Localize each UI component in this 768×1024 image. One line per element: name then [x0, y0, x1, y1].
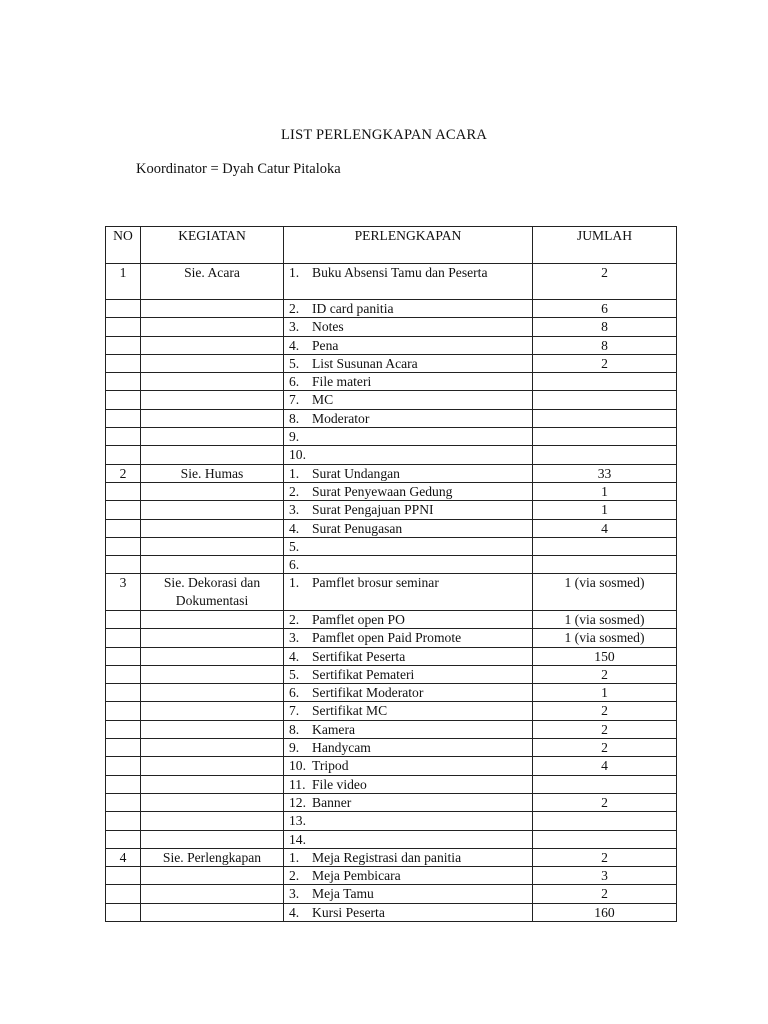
cell-no [106, 391, 141, 409]
cell-kegiatan [141, 354, 284, 372]
cell-jumlah: 2 [533, 885, 677, 903]
table-row [106, 793, 677, 811]
item-number: 4. [289, 904, 300, 920]
cell-perlengkapan [284, 482, 533, 500]
item-number: 7. [289, 703, 300, 719]
item-number: 4. [289, 520, 300, 536]
item-number: 1. [289, 849, 300, 865]
cell-kegiatan: Sie. Humas [141, 464, 284, 482]
cell-no: 3 [106, 574, 141, 611]
header-perlengkapan: PERLENGKAPAN [284, 227, 533, 264]
cell-no [106, 519, 141, 537]
cell-kegiatan: Sie. Acara [141, 263, 284, 300]
item-text: Pamflet open Paid Promote [312, 630, 462, 646]
cell-perlengkapan [284, 556, 533, 574]
cell-perlengkapan [284, 519, 533, 537]
table-row [106, 300, 677, 318]
cell-no [106, 354, 141, 372]
item-text: Surat Undangan [312, 465, 400, 481]
cell-kegiatan [141, 446, 284, 464]
cell-no [106, 300, 141, 318]
item-text: Surat Pengajuan PPNI [312, 502, 434, 518]
cell-jumlah: 2 [533, 665, 677, 683]
cell-kegiatan [141, 885, 284, 903]
item-number: 11. [289, 776, 306, 792]
cell-jumlah: 1 [533, 684, 677, 702]
cell-kegiatan [141, 757, 284, 775]
cell-no [106, 830, 141, 848]
table-row [106, 903, 677, 921]
table-row [106, 739, 677, 757]
cell-perlengkapan [284, 665, 533, 683]
cell-jumlah [533, 830, 677, 848]
cell-kegiatan [141, 610, 284, 628]
cell-no: 1 [106, 263, 141, 300]
item-text: Surat Penugasan [312, 520, 403, 536]
cell-no [106, 757, 141, 775]
item-number: 1. [289, 575, 300, 591]
table-row [106, 446, 677, 464]
table-row [106, 684, 677, 702]
cell-jumlah [533, 775, 677, 793]
cell-no [106, 373, 141, 391]
table-row [106, 720, 677, 738]
cell-jumlah: 2 [533, 263, 677, 300]
item-text: Pamflet brosur seminar [312, 575, 439, 591]
table-row [106, 775, 677, 793]
cell-perlengkapan [284, 848, 533, 866]
cell-no [106, 812, 141, 830]
cell-perlengkapan [284, 336, 533, 354]
table-row [106, 428, 677, 446]
cell-perlengkapan [284, 775, 533, 793]
cell-jumlah: 2 [533, 739, 677, 757]
cell-no [106, 629, 141, 647]
item-number: 8. [289, 721, 300, 737]
cell-perlengkapan [284, 903, 533, 921]
cell-no [106, 885, 141, 903]
cell-jumlah [533, 446, 677, 464]
table-row [106, 263, 677, 300]
item-text: Meja Registrasi dan panitia [312, 849, 462, 865]
cell-perlengkapan [284, 446, 533, 464]
cell-no: 4 [106, 848, 141, 866]
item-number: 9. [289, 740, 300, 756]
item-text: Handycam [312, 740, 371, 756]
cell-no [106, 647, 141, 665]
cell-kegiatan [141, 482, 284, 500]
cell-kegiatan [141, 501, 284, 519]
item-text: Banner [312, 794, 352, 810]
cell-perlengkapan [284, 373, 533, 391]
cell-perlengkapan [284, 647, 533, 665]
cell-no [106, 610, 141, 628]
item-text: Meja Tamu [312, 886, 374, 902]
cell-kegiatan [141, 812, 284, 830]
item-text: Sertifikat Moderator [312, 685, 424, 701]
item-number: 5. [289, 355, 300, 371]
cell-kegiatan [141, 903, 284, 921]
cell-jumlah: 150 [533, 647, 677, 665]
item-number: 10. [289, 447, 306, 463]
cell-jumlah: 1 (via sosmed) [533, 629, 677, 647]
cell-perlengkapan [284, 812, 533, 830]
item-text: List Susunan Acara [312, 355, 418, 371]
item-text: Pamflet open PO [312, 611, 405, 627]
cell-jumlah: 1 [533, 482, 677, 500]
table-row [106, 629, 677, 647]
item-number: 1. [289, 465, 300, 481]
cell-no [106, 501, 141, 519]
item-number: 7. [289, 392, 300, 408]
item-number: 3. [289, 630, 300, 646]
cell-perlengkapan [284, 830, 533, 848]
item-number: 1. [289, 264, 300, 280]
cell-jumlah: 4 [533, 757, 677, 775]
cell-perlengkapan [284, 885, 533, 903]
cell-jumlah: 6 [533, 300, 677, 318]
item-number: 3. [289, 886, 300, 902]
cell-kegiatan [141, 537, 284, 555]
cell-no [106, 903, 141, 921]
cell-kegiatan [141, 336, 284, 354]
table-row [106, 391, 677, 409]
table-row [106, 885, 677, 903]
cell-kegiatan [141, 300, 284, 318]
item-number: 5. [289, 666, 300, 682]
item-text: Kamera [312, 721, 356, 737]
table-row [106, 464, 677, 482]
item-text: Tripod [312, 758, 349, 774]
cell-kegiatan [141, 629, 284, 647]
table-row [106, 482, 677, 500]
item-number: 4. [289, 337, 300, 353]
table-row [106, 336, 677, 354]
cell-jumlah: 1 (via sosmed) [533, 610, 677, 628]
cell-perlengkapan [284, 574, 533, 611]
cell-perlengkapan [284, 702, 533, 720]
cell-perlengkapan [284, 739, 533, 757]
equipment-table [105, 226, 677, 922]
cell-jumlah: 2 [533, 848, 677, 866]
item-number: 3. [289, 502, 300, 518]
item-text: Pena [312, 337, 339, 353]
table-row [106, 373, 677, 391]
cell-perlengkapan [284, 263, 533, 300]
cell-perlengkapan [284, 300, 533, 318]
cell-kegiatan [141, 775, 284, 793]
item-number: 13. [289, 813, 306, 829]
item-number: 12. [289, 794, 306, 810]
item-text: MC [312, 392, 334, 408]
cell-perlengkapan [284, 757, 533, 775]
cell-jumlah [533, 391, 677, 409]
cell-no [106, 702, 141, 720]
cell-jumlah [533, 373, 677, 391]
table-row [106, 702, 677, 720]
cell-kegiatan: Sie. Dekorasi dan Dokumentasi [141, 574, 284, 611]
cell-jumlah [533, 409, 677, 427]
cell-kegiatan [141, 428, 284, 446]
item-number: 2. [289, 483, 300, 499]
header-kegiatan: KEGIATAN [141, 227, 284, 264]
cell-kegiatan [141, 318, 284, 336]
cell-jumlah [533, 556, 677, 574]
cell-perlengkapan [284, 610, 533, 628]
cell-no [106, 793, 141, 811]
cell-perlengkapan [284, 354, 533, 372]
cell-perlengkapan [284, 684, 533, 702]
item-text: Kursi Peserta [312, 904, 385, 920]
cell-jumlah: 3 [533, 867, 677, 885]
cell-kegiatan [141, 684, 284, 702]
table-header-row [106, 227, 677, 264]
cell-kegiatan [141, 739, 284, 757]
item-number: 3. [289, 319, 300, 335]
cell-perlengkapan [284, 391, 533, 409]
cell-perlengkapan [284, 501, 533, 519]
cell-perlengkapan [284, 867, 533, 885]
cell-jumlah: 8 [533, 318, 677, 336]
table-row [106, 556, 677, 574]
item-text: Meja Pembicara [312, 868, 401, 884]
table-row [106, 610, 677, 628]
cell-no [106, 446, 141, 464]
header-jumlah: JUMLAH [533, 227, 677, 264]
item-number: 6. [289, 374, 300, 390]
table-row [106, 757, 677, 775]
cell-kegiatan [141, 409, 284, 427]
cell-jumlah [533, 428, 677, 446]
item-text: ID card panitia [312, 301, 394, 316]
cell-perlengkapan [284, 428, 533, 446]
cell-kegiatan: Sie. Perlengkapan [141, 848, 284, 866]
cell-kegiatan [141, 702, 284, 720]
cell-perlengkapan [284, 409, 533, 427]
cell-no [106, 867, 141, 885]
cell-kegiatan [141, 793, 284, 811]
cell-no [106, 739, 141, 757]
table-row [106, 409, 677, 427]
item-number: 2. [289, 868, 300, 884]
table-row [106, 318, 677, 336]
item-text: Moderator [312, 410, 370, 426]
table-row [106, 665, 677, 683]
item-text: Buku Absensi Tamu dan Peserta [312, 264, 488, 280]
item-text: Notes [312, 319, 344, 335]
cell-no [106, 318, 141, 336]
coordinator-line: Koordinator = Dyah Catur Pitaloka [136, 161, 341, 177]
cell-kegiatan [141, 519, 284, 537]
cell-jumlah: 2 [533, 720, 677, 738]
item-number: 6. [289, 557, 300, 573]
cell-perlengkapan [284, 720, 533, 738]
item-number: 4. [289, 648, 300, 664]
table-row [106, 519, 677, 537]
cell-perlengkapan [284, 537, 533, 555]
cell-no [106, 556, 141, 574]
cell-no [106, 720, 141, 738]
cell-perlengkapan [284, 464, 533, 482]
cell-jumlah: 2 [533, 354, 677, 372]
table-row [106, 647, 677, 665]
cell-kegiatan [141, 665, 284, 683]
cell-jumlah [533, 537, 677, 555]
item-number: 14. [289, 831, 306, 847]
table-row [106, 354, 677, 372]
item-number: 10. [289, 758, 306, 774]
table-row [106, 830, 677, 848]
item-number: 2. [289, 611, 300, 627]
header-no: NO [106, 227, 141, 264]
cell-perlengkapan [284, 318, 533, 336]
table-row [106, 574, 677, 611]
cell-perlengkapan [284, 793, 533, 811]
cell-kegiatan [141, 556, 284, 574]
item-number: 2. [289, 301, 300, 316]
equipment-table-body [106, 227, 677, 922]
item-number: 9. [289, 429, 300, 445]
cell-jumlah: 2 [533, 702, 677, 720]
cell-kegiatan [141, 867, 284, 885]
cell-no: 2 [106, 464, 141, 482]
table-row [106, 848, 677, 866]
cell-jumlah: 4 [533, 519, 677, 537]
cell-no [106, 428, 141, 446]
item-text: File video [312, 776, 367, 792]
cell-no [106, 665, 141, 683]
cell-no [106, 684, 141, 702]
item-number: 6. [289, 685, 300, 701]
cell-jumlah: 160 [533, 903, 677, 921]
cell-kegiatan [141, 647, 284, 665]
item-text: Sertifikat Pemateri [312, 666, 415, 682]
item-text: Sertifikat Peserta [312, 648, 406, 664]
item-text: Surat Penyewaan Gedung [312, 483, 453, 499]
cell-no [106, 336, 141, 354]
cell-kegiatan [141, 391, 284, 409]
cell-no [106, 482, 141, 500]
cell-perlengkapan [284, 629, 533, 647]
item-number: 8. [289, 410, 300, 426]
page-title: LIST PERLENGKAPAN ACARA [280, 127, 488, 143]
cell-no [106, 537, 141, 555]
cell-no [106, 409, 141, 427]
cell-jumlah: 1 (via sosmed) [533, 574, 677, 611]
table-row [106, 501, 677, 519]
table-row [106, 812, 677, 830]
cell-jumlah [533, 812, 677, 830]
item-text: Sertifikat MC [312, 703, 388, 719]
table-row [106, 537, 677, 555]
table-row [106, 867, 677, 885]
cell-jumlah: 1 [533, 501, 677, 519]
cell-kegiatan [141, 830, 284, 848]
cell-jumlah: 8 [533, 336, 677, 354]
cell-jumlah: 33 [533, 464, 677, 482]
cell-no [106, 775, 141, 793]
cell-kegiatan [141, 373, 284, 391]
cell-kegiatan [141, 720, 284, 738]
item-text: File materi [312, 374, 372, 390]
cell-jumlah: 2 [533, 793, 677, 811]
item-number: 5. [289, 538, 300, 554]
